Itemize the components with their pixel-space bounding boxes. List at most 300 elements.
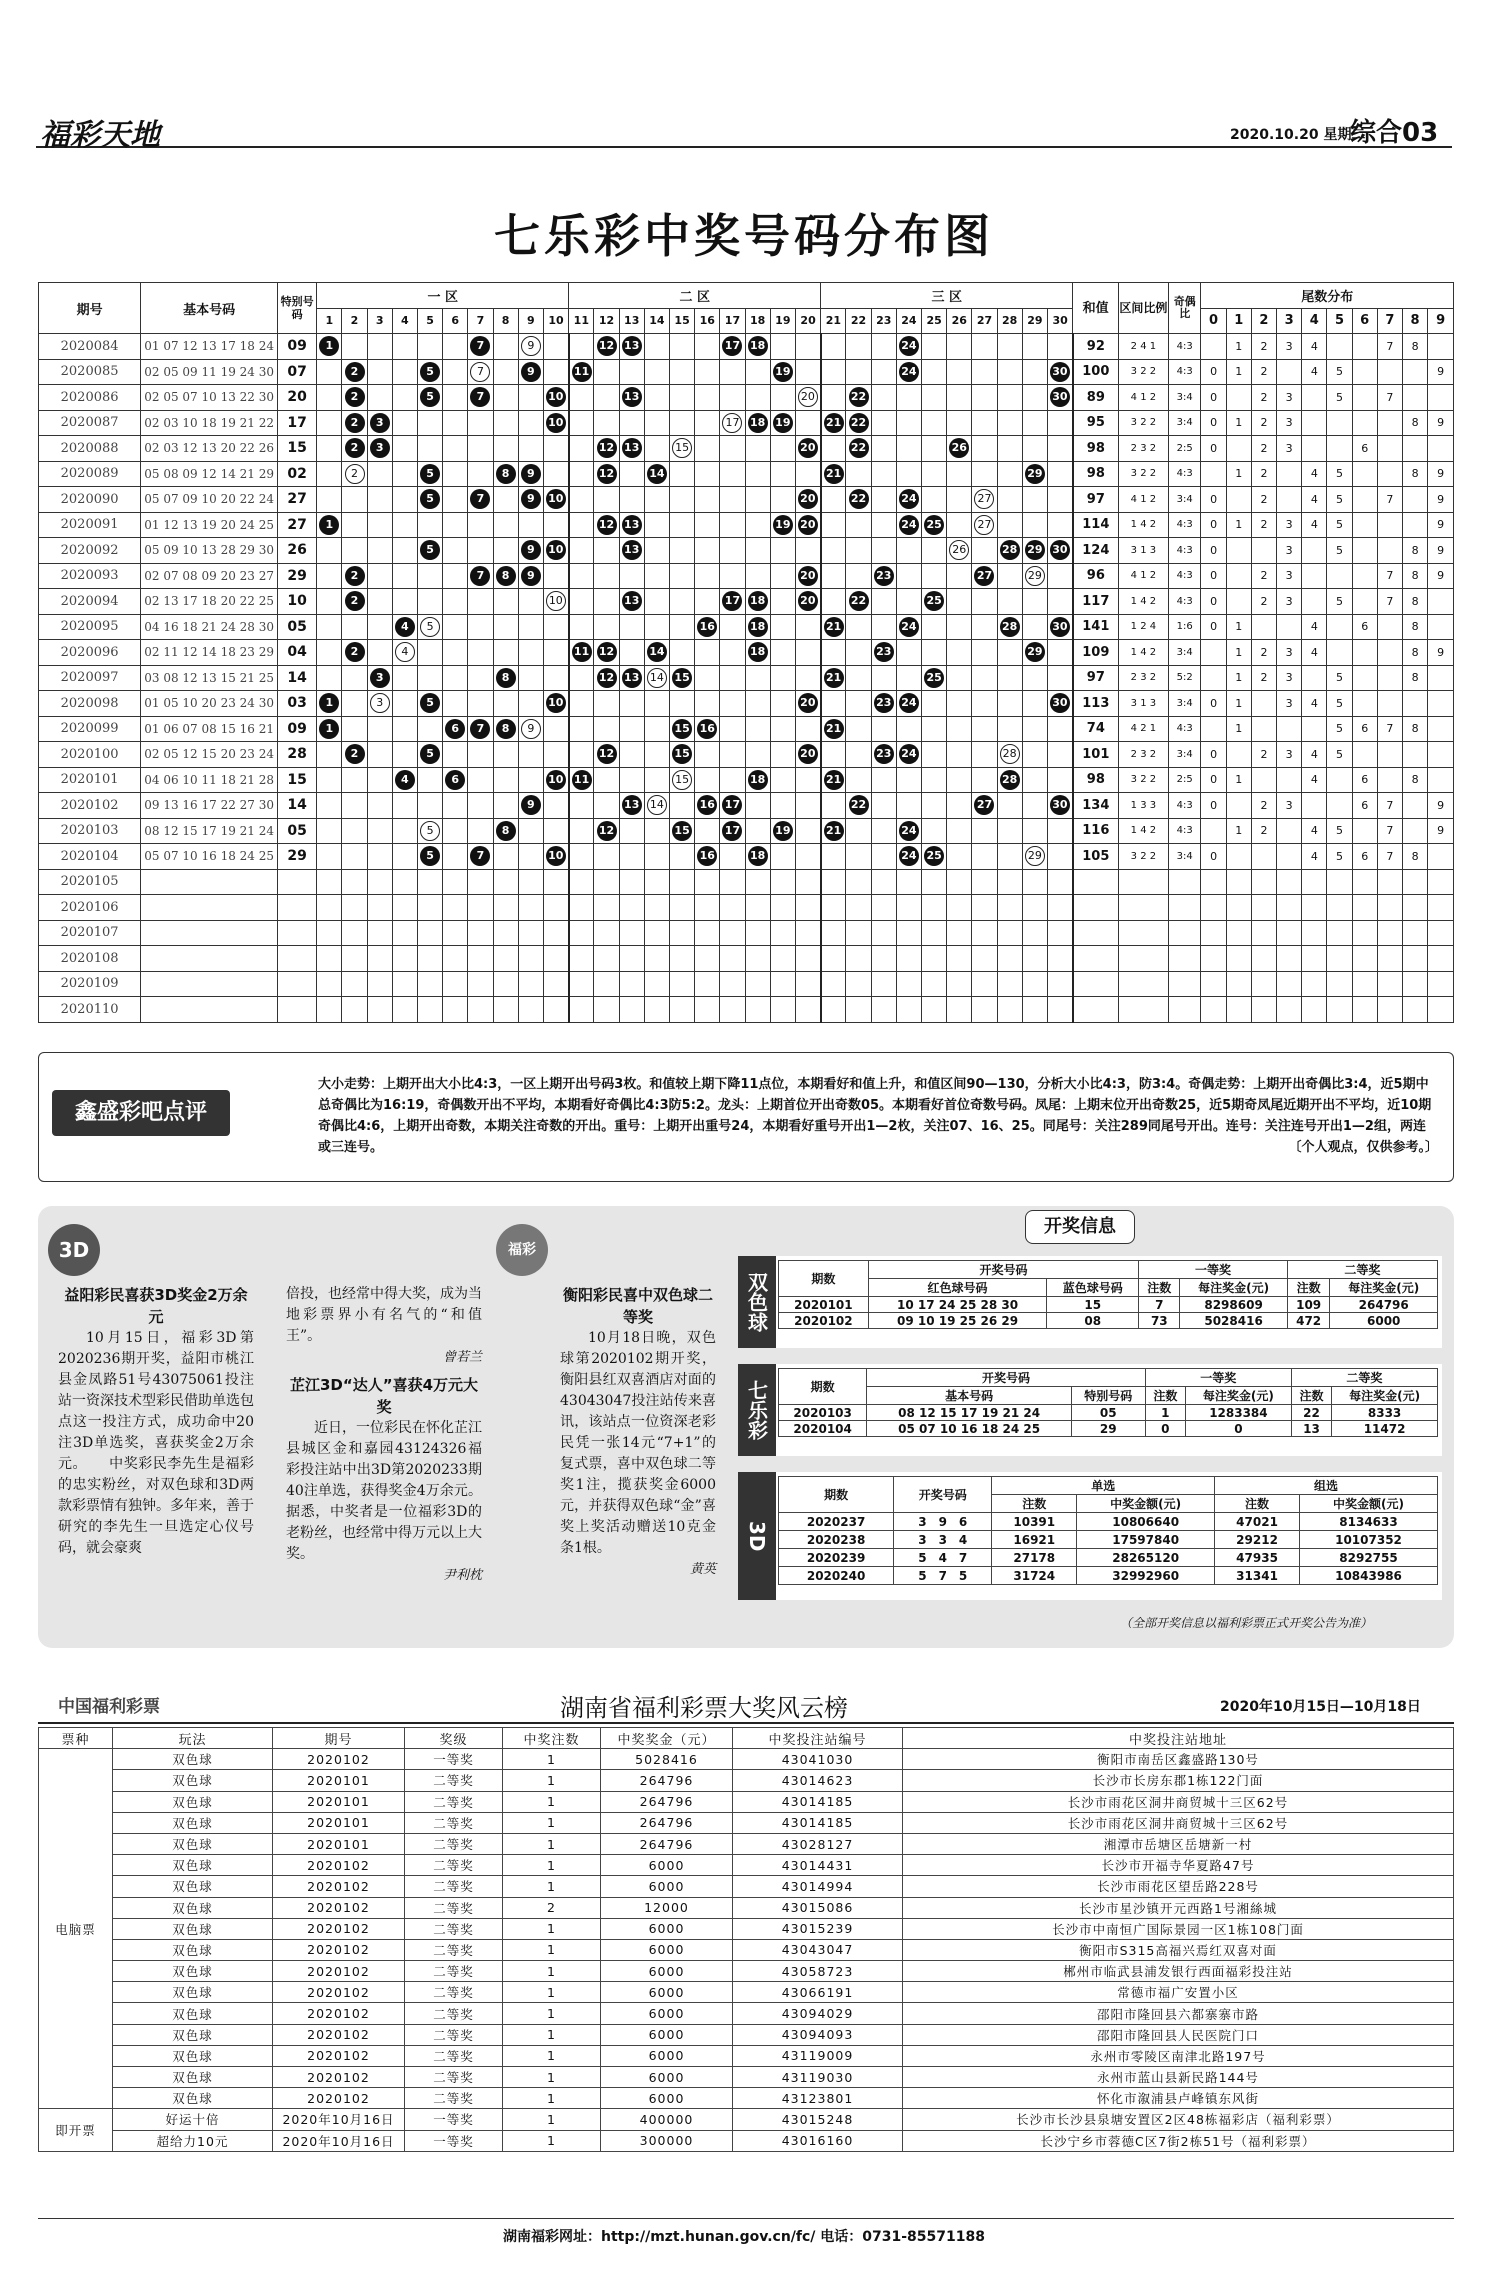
odd-even-cell: 4:3 — [1168, 793, 1201, 819]
number-cell — [619, 742, 644, 768]
number-cell — [745, 793, 770, 819]
header-number-10: 10 — [543, 308, 568, 334]
number-cell — [795, 461, 820, 487]
tail-cell — [1277, 359, 1302, 385]
tail-cell: 5 — [1327, 691, 1352, 717]
drawn-ball: 25 — [924, 515, 944, 535]
tail-cell — [1327, 614, 1352, 640]
special-ball: 14 — [647, 668, 667, 688]
number-cell-hit — [493, 461, 518, 487]
number-cell — [569, 844, 594, 870]
numbers-cell: 09 13 16 17 22 27 30 — [141, 793, 278, 819]
number-cell — [367, 563, 392, 589]
header-number-4: 4 — [392, 308, 417, 334]
tail-cell: 7 — [1377, 844, 1402, 870]
number-cell — [695, 640, 720, 666]
number-cell — [468, 742, 493, 768]
number-cell — [443, 487, 468, 513]
number-cell — [468, 997, 493, 1023]
fc3d-h-single: 单选 — [992, 1477, 1215, 1495]
header-number-14: 14 — [644, 308, 669, 334]
number-cell — [367, 869, 392, 895]
number-cell — [594, 869, 619, 895]
tail-cell: 2 — [1251, 640, 1276, 666]
numbers-cell: 02 05 09 11 19 24 30 — [141, 359, 278, 385]
tail-cell: 1 — [1226, 818, 1251, 844]
number-cell — [947, 563, 972, 589]
number-cell — [518, 665, 543, 691]
number-cell — [543, 716, 568, 742]
table-row — [39, 2045, 1454, 2066]
number-cell — [1047, 869, 1072, 895]
number-cell-hit — [745, 844, 770, 870]
comment-badge: 鑫盛彩吧点评 — [52, 1090, 230, 1136]
tail-cell — [1327, 563, 1352, 589]
rank-cell: 264796 — [601, 1812, 733, 1833]
header-number-27: 27 — [972, 308, 997, 334]
number-cell — [569, 410, 594, 436]
tail-cell — [1327, 334, 1352, 360]
number-cell — [972, 640, 997, 666]
number-cell — [846, 665, 871, 691]
footer-divider — [38, 2218, 1454, 2219]
tail-cell — [1402, 487, 1427, 513]
header-tail-5: 5 — [1327, 308, 1352, 334]
rank-header-cell: 奖级 — [405, 1728, 503, 1749]
numbers-cell — [141, 895, 278, 921]
number-cell — [669, 487, 694, 513]
number-cell-hit — [871, 742, 896, 768]
drawn-ball: 8 — [496, 719, 516, 739]
number-cell — [871, 665, 896, 691]
drawn-ball: 24 — [899, 617, 919, 637]
number-cell — [896, 461, 921, 487]
number-cell-hit — [695, 716, 720, 742]
number-cell — [518, 640, 543, 666]
rank-cell: 43015248 — [733, 2109, 903, 2130]
numbers-cell — [141, 946, 278, 972]
number-cell — [896, 589, 921, 615]
rank-cell: 双色球 — [113, 1982, 273, 2003]
number-cell — [1022, 410, 1047, 436]
special-ball: 27 — [974, 489, 994, 509]
number-cell — [770, 614, 795, 640]
drawn-ball: 10 — [546, 489, 566, 509]
table-cell: 29 — [1071, 1421, 1145, 1437]
number-cell — [1047, 589, 1072, 615]
number-cell-hit — [644, 640, 669, 666]
rank-cell: 6000 — [601, 1918, 733, 1939]
number-cell — [821, 563, 846, 589]
news-column-1 — [58, 1284, 254, 1559]
number-cell — [795, 895, 820, 921]
rank-cell: 43119030 — [733, 2067, 903, 2088]
number-cell-hit — [317, 716, 342, 742]
number-cell — [644, 359, 669, 385]
tail-cell: 1 — [1226, 691, 1251, 717]
number-cell — [518, 971, 543, 997]
drawn-ball: 23 — [874, 744, 894, 764]
period-cell: 2020110 — [39, 997, 141, 1023]
rank-cell: 双色球 — [113, 1791, 273, 1812]
number-cell — [695, 538, 720, 564]
number-cell — [1022, 716, 1047, 742]
tail-cell — [1277, 614, 1302, 640]
number-cell — [922, 767, 947, 793]
table-row — [39, 614, 1454, 640]
drawn-ball: 13 — [622, 336, 642, 356]
tail-cell — [1251, 614, 1276, 640]
number-cell — [871, 487, 896, 513]
ssq-h-first: 一等奖 — [1139, 1261, 1288, 1279]
number-cell — [619, 640, 644, 666]
number-cell — [669, 946, 694, 972]
tail-cell — [1251, 920, 1276, 946]
tail-cell: 9 — [1428, 640, 1454, 666]
number-cell — [745, 487, 770, 513]
number-cell — [392, 665, 417, 691]
ratio-cell: 3 2 2 — [1118, 461, 1168, 487]
rank-cell: 湘潭市岳塘区岳塘新一村 — [903, 1833, 1454, 1854]
table-cell: 15 — [1047, 1297, 1139, 1313]
drawn-ball: 30 — [1050, 693, 1070, 713]
number-cell — [493, 742, 518, 768]
rank-cell: 双色球 — [113, 1812, 273, 1833]
rank-cell: 2020101 — [273, 1833, 405, 1854]
drawn-ball: 7 — [470, 387, 490, 407]
rank-cell: 6000 — [601, 1961, 733, 1982]
number-cell-hit — [846, 410, 871, 436]
number-cell — [821, 920, 846, 946]
rank-cell: 衡阳市南岳区鑫盛路130号 — [903, 1749, 1454, 1770]
number-cell — [795, 997, 820, 1023]
drawn-ball: 24 — [899, 515, 919, 535]
tail-cell — [1201, 920, 1226, 946]
number-cell-hit — [669, 818, 694, 844]
table-cell: 10391 — [992, 1513, 1077, 1531]
number-cell-hit — [543, 487, 568, 513]
sum-cell — [1073, 997, 1119, 1023]
drawn-ball: 17 — [722, 336, 742, 356]
number-cell — [569, 946, 594, 972]
header-tail-3: 3 — [1277, 308, 1302, 334]
number-cell — [417, 716, 442, 742]
number-cell — [871, 895, 896, 921]
drawn-ball: 13 — [622, 387, 642, 407]
number-cell — [468, 895, 493, 921]
sum-cell: 116 — [1073, 818, 1119, 844]
number-cell-hit — [695, 844, 720, 870]
number-cell — [1047, 716, 1072, 742]
rank-cell: 双色球 — [113, 1855, 273, 1876]
number-cell-hit — [745, 614, 770, 640]
number-cell — [947, 487, 972, 513]
tail-cell: 6 — [1352, 614, 1377, 640]
number-cell-hit — [619, 793, 644, 819]
drawn-ball: 2 — [345, 387, 365, 407]
number-cell — [1022, 946, 1047, 972]
number-cell-hit — [821, 767, 846, 793]
number-cell — [443, 461, 468, 487]
number-cell-special — [1022, 563, 1047, 589]
number-cell — [896, 869, 921, 895]
number-cell — [720, 869, 745, 895]
tail-cell — [1377, 997, 1402, 1023]
number-cell — [468, 971, 493, 997]
tail-cell — [1428, 767, 1454, 793]
special-ball: 9 — [521, 719, 541, 739]
numbers-cell: 01 06 07 08 15 16 21 — [141, 716, 278, 742]
number-cell-hit — [317, 691, 342, 717]
number-cell-hit — [821, 410, 846, 436]
news-body-3: 10月18日晚，双色球第2020102期开奖，衡阳县红双喜酒店对面的43043047投注站传来喜讯，该站点一位资深老彩民凭一张14元“7+1”的复式票，喜中双色球二等奖1注，揽获奖金6000元，并获得双色球“金”喜奖上奖活动赠送10克金条1根。 — [560, 1330, 716, 1556]
ratio-cell: 3 2 2 — [1118, 410, 1168, 436]
number-cell — [367, 793, 392, 819]
special-cell: 20 — [278, 385, 317, 411]
number-cell — [392, 691, 417, 717]
number-cell — [821, 691, 846, 717]
number-cell — [569, 997, 594, 1023]
rank-cell: 二等奖 — [405, 2003, 503, 2024]
tail-cell — [1226, 385, 1251, 411]
drawn-ball: 1 — [319, 693, 339, 713]
rank-divider — [38, 1722, 1454, 1724]
number-cell — [468, 920, 493, 946]
number-cell — [972, 334, 997, 360]
number-cell — [493, 920, 518, 946]
number-cell — [770, 691, 795, 717]
rank-group-cell: 电脑票 — [39, 1749, 113, 2109]
tail-cell: 8 — [1402, 563, 1427, 589]
number-cell — [518, 436, 543, 462]
number-cell — [493, 334, 518, 360]
header-number-18: 18 — [745, 308, 770, 334]
number-cell-hit — [896, 742, 921, 768]
drawn-ball: 9 — [521, 566, 541, 586]
number-cell — [1047, 818, 1072, 844]
number-cell — [1047, 971, 1072, 997]
tail-cell: 2 — [1251, 563, 1276, 589]
tail-cell — [1327, 997, 1352, 1023]
sum-cell: 92 — [1073, 334, 1119, 360]
tail-cell — [1201, 461, 1226, 487]
tail-cell: 6 — [1352, 844, 1377, 870]
number-cell-hit — [417, 359, 442, 385]
number-cell — [644, 818, 669, 844]
number-cell — [922, 538, 947, 564]
news-column-2 — [286, 1284, 482, 1586]
number-cell — [417, 436, 442, 462]
numbers-cell: 03 08 12 13 15 21 25 — [141, 665, 278, 691]
rank-header-cell: 中奖注数 — [503, 1728, 601, 1749]
tail-cell — [1277, 946, 1302, 972]
odd-even-cell: 3:4 — [1168, 640, 1201, 666]
number-cell — [745, 869, 770, 895]
number-cell — [846, 334, 871, 360]
number-cell — [493, 436, 518, 462]
tail-cell — [1352, 691, 1377, 717]
number-cell — [922, 818, 947, 844]
drawn-ball: 27 — [974, 795, 994, 815]
number-cell-hit — [417, 691, 442, 717]
tail-cell — [1302, 895, 1327, 921]
number-cell — [417, 589, 442, 615]
number-cell-special — [342, 461, 367, 487]
number-cell — [594, 410, 619, 436]
special-ball: 28 — [1000, 744, 1020, 764]
fc3d-h-count1: 注数 — [992, 1495, 1077, 1513]
tail-cell — [1352, 359, 1377, 385]
rank-date: 2020年10月15日—10月18日 — [1220, 1699, 1421, 1715]
number-cell — [1022, 767, 1047, 793]
footer-text: 湖南福彩网址：http://mzt.hunan.gov.cn/fc/ 电话：0731-85571188 — [503, 2229, 985, 2245]
number-cell — [846, 844, 871, 870]
drawn-ball: 29 — [1025, 464, 1045, 484]
rank-cell: 2020102 — [273, 1918, 405, 1939]
tail-cell: 9 — [1428, 487, 1454, 513]
number-cell-hit — [619, 512, 644, 538]
number-cell — [317, 895, 342, 921]
number-cell — [695, 818, 720, 844]
rank-cell: 长沙市中南恒广国际景园一区1栋108门面 — [903, 1918, 1454, 1939]
tail-cell — [1428, 895, 1454, 921]
number-cell — [543, 334, 568, 360]
number-cell — [493, 640, 518, 666]
rank-cell: 二等奖 — [405, 1833, 503, 1854]
table-row — [39, 767, 1454, 793]
header-zone3: 三 区 — [821, 283, 1073, 309]
number-cell — [871, 512, 896, 538]
table-cell: 8333 — [1332, 1405, 1438, 1421]
tail-cell — [1352, 563, 1377, 589]
number-cell-hit — [594, 742, 619, 768]
number-cell — [947, 665, 972, 691]
number-cell-hit — [468, 385, 493, 411]
number-cell-hit — [367, 436, 392, 462]
tail-cell: 2 — [1251, 818, 1276, 844]
drawn-ball: 7 — [470, 846, 490, 866]
number-cell-hit — [896, 334, 921, 360]
drawn-ball: 17 — [722, 795, 742, 815]
number-cell — [443, 818, 468, 844]
number-cell — [417, 793, 442, 819]
number-cell-hit — [972, 563, 997, 589]
drawn-ball: 1 — [319, 336, 339, 356]
tail-cell — [1352, 997, 1377, 1023]
table-row — [39, 512, 1454, 538]
tail-cell — [1377, 359, 1402, 385]
fucai-brand-logo: 中国福利彩票 — [58, 1697, 160, 1717]
3d-logo-icon: 3D — [48, 1224, 100, 1276]
drawn-ball: 18 — [748, 413, 768, 433]
number-cell-hit — [745, 767, 770, 793]
tail-cell: 0 — [1201, 614, 1226, 640]
drawn-ball: 2 — [345, 591, 365, 611]
number-cell — [695, 665, 720, 691]
drawn-ball: 24 — [899, 744, 919, 764]
special-ball: 20 — [798, 387, 818, 407]
tail-cell: 1 — [1226, 512, 1251, 538]
drawn-ball: 5 — [420, 362, 440, 382]
number-cell — [821, 436, 846, 462]
number-cell-hit — [896, 487, 921, 513]
number-cell — [493, 614, 518, 640]
rank-cell: 一等奖 — [405, 2109, 503, 2130]
drawn-ball: 11 — [572, 770, 592, 790]
special-cell: 05 — [278, 614, 317, 640]
number-cell — [1047, 640, 1072, 666]
number-cell — [644, 869, 669, 895]
tail-cell: 9 — [1428, 793, 1454, 819]
drawn-ball: 28 — [1000, 617, 1020, 637]
number-cell — [543, 665, 568, 691]
number-cell — [443, 563, 468, 589]
number-cell — [594, 589, 619, 615]
number-cell — [795, 818, 820, 844]
number-cell — [317, 385, 342, 411]
numbers-cell: 04 16 18 21 24 28 30 — [141, 614, 278, 640]
drawn-ball: 15 — [672, 719, 692, 739]
number-cell — [896, 538, 921, 564]
number-cell-hit — [594, 818, 619, 844]
number-cell — [896, 410, 921, 436]
page-title: 七乐彩中奖号码分布图 — [494, 209, 994, 263]
table-row — [779, 1531, 1438, 1549]
number-cell-hit — [468, 563, 493, 589]
tail-cell — [1327, 640, 1352, 666]
number-cell — [947, 385, 972, 411]
number-cell — [922, 359, 947, 385]
odd-even-cell: 5:2 — [1168, 665, 1201, 691]
sum-cell: 95 — [1073, 410, 1119, 436]
period-cell: 2020092 — [39, 538, 141, 564]
ratio-cell: 1 4 2 — [1118, 589, 1168, 615]
fc3d-h-group: 组选 — [1215, 1477, 1438, 1495]
header-number-24: 24 — [896, 308, 921, 334]
number-cell — [317, 461, 342, 487]
number-cell-hit — [1047, 385, 1072, 411]
special-ball: 9 — [521, 336, 541, 356]
number-cell-hit — [619, 334, 644, 360]
number-cell — [443, 538, 468, 564]
sum-cell: 114 — [1073, 512, 1119, 538]
number-cell — [468, 767, 493, 793]
number-cell — [922, 920, 947, 946]
drawn-ball: 10 — [546, 770, 566, 790]
drawn-ball: 22 — [849, 413, 869, 433]
table-cell: 08 — [1047, 1313, 1139, 1329]
number-cell-hit — [619, 589, 644, 615]
number-cell — [594, 359, 619, 385]
qlc-h-prize2: 每注奖金(元) — [1332, 1387, 1438, 1405]
number-cell — [770, 997, 795, 1023]
tail-cell: 4 — [1302, 691, 1327, 717]
number-cell — [720, 895, 745, 921]
rank-cell: 怀化市溆浦县卢峰镇东风街 — [903, 2088, 1454, 2109]
number-cell — [1047, 946, 1072, 972]
drawn-ball: 8 — [496, 668, 516, 688]
rank-cell: 一等奖 — [405, 1749, 503, 1770]
header-tail-7: 7 — [1377, 308, 1402, 334]
number-cell — [871, 946, 896, 972]
odd-even-cell: 3:4 — [1168, 691, 1201, 717]
tail-cell — [1302, 793, 1327, 819]
rank-cell: 6000 — [601, 1939, 733, 1960]
sum-cell: 113 — [1073, 691, 1119, 717]
number-cell — [1022, 869, 1047, 895]
drawn-ball: 16 — [697, 795, 717, 815]
number-cell — [1022, 614, 1047, 640]
